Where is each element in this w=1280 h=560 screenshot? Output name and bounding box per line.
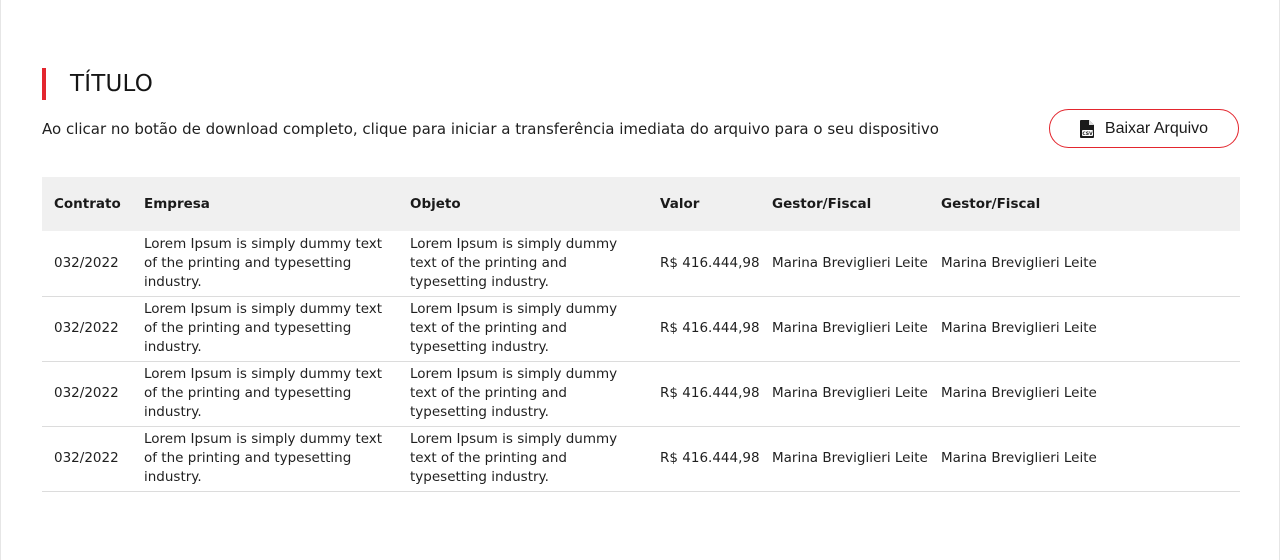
column-header-empresa: Empresa: [144, 196, 210, 212]
cell-objeto: Lorem Ipsum is simply dummy text of the printing and typesetting industry.: [410, 301, 618, 355]
cell-gestor-fiscal-2: Marina Breviglieri Leite: [941, 320, 1097, 336]
column-header-contrato: Contrato: [54, 196, 121, 212]
table-header-row: [42, 177, 1240, 231]
cell-objeto: Lorem Ipsum is simply dummy text of the printing and typesetting industry.: [410, 235, 618, 290]
cell-valor: R$ 416.444,98: [660, 450, 760, 466]
cell-valor: R$ 416.444,98: [660, 254, 760, 271]
cell-gestor-fiscal-1: Marina Breviglieri Leite: [772, 450, 928, 466]
table-row: [42, 231, 1240, 296]
cell-contrato: 032/2022: [54, 254, 119, 271]
cell-empresa: Lorem Ipsum is simply dummy text of the printing and typesetting industry.: [144, 301, 383, 355]
cell-valor: R$ 416.444,98: [660, 320, 760, 336]
download-file-button[interactable]: [1049, 109, 1239, 148]
cell-objeto: Lorem Ipsum is simply dummy text of the printing and typesetting industry.: [410, 366, 618, 420]
page-description: Ao clicar no botão de download completo, clique para iniciar a transferência imediata do arquivo para o seu dispositivo: [42, 120, 939, 138]
cell-contrato: 032/2022: [54, 450, 119, 466]
table-body: [42, 231, 1240, 491]
page-title: TÍTULO: [70, 71, 154, 97]
cell-gestor-fiscal-1: Marina Breviglieri Leite: [772, 320, 928, 336]
table-row: [42, 296, 1240, 361]
column-header-gestor-fiscal-2: Gestor/Fiscal: [941, 196, 1041, 212]
table-header: [42, 177, 1240, 231]
contracts-table-container: [42, 177, 1240, 492]
contracts-table: [42, 177, 1240, 492]
cell-valor: R$ 416.444,98: [660, 385, 760, 401]
column-header-objeto: Objeto: [410, 196, 461, 212]
column-header-gestor-fiscal-1: Gestor/Fiscal: [772, 196, 872, 212]
cell-empresa: Lorem Ipsum is simply dummy text of the printing and typesetting industry.: [144, 235, 383, 290]
cell-gestor-fiscal-1: Marina Breviglieri Leite: [772, 254, 928, 271]
download-button-label: Baixar Arquivo: [1104, 119, 1209, 137]
title-row: [42, 68, 153, 100]
cell-objeto: Lorem Ipsum is simply dummy text of the printing and typesetting industry.: [410, 431, 618, 485]
title-accent-bar: [42, 68, 46, 100]
csv-file-icon: [1080, 120, 1095, 138]
column-header-valor: Valor: [660, 196, 700, 212]
cell-gestor-fiscal-1: Marina Breviglieri Leite: [772, 385, 928, 401]
svg-text:CSV: CSV: [1082, 131, 1093, 137]
cell-gestor-fiscal-2: Marina Breviglieri Leite: [941, 450, 1097, 466]
table-row: [42, 426, 1240, 491]
table-row: [42, 361, 1240, 426]
cell-empresa: Lorem Ipsum is simply dummy text of the printing and typesetting industry.: [144, 366, 383, 420]
cell-gestor-fiscal-2: Marina Breviglieri Leite: [941, 254, 1097, 271]
cell-contrato: 032/2022: [54, 385, 119, 401]
cell-gestor-fiscal-2: Marina Breviglieri Leite: [941, 385, 1097, 401]
cell-contrato: 032/2022: [54, 320, 119, 336]
cell-empresa: Lorem Ipsum is simply dummy text of the printing and typesetting industry.: [144, 431, 383, 485]
